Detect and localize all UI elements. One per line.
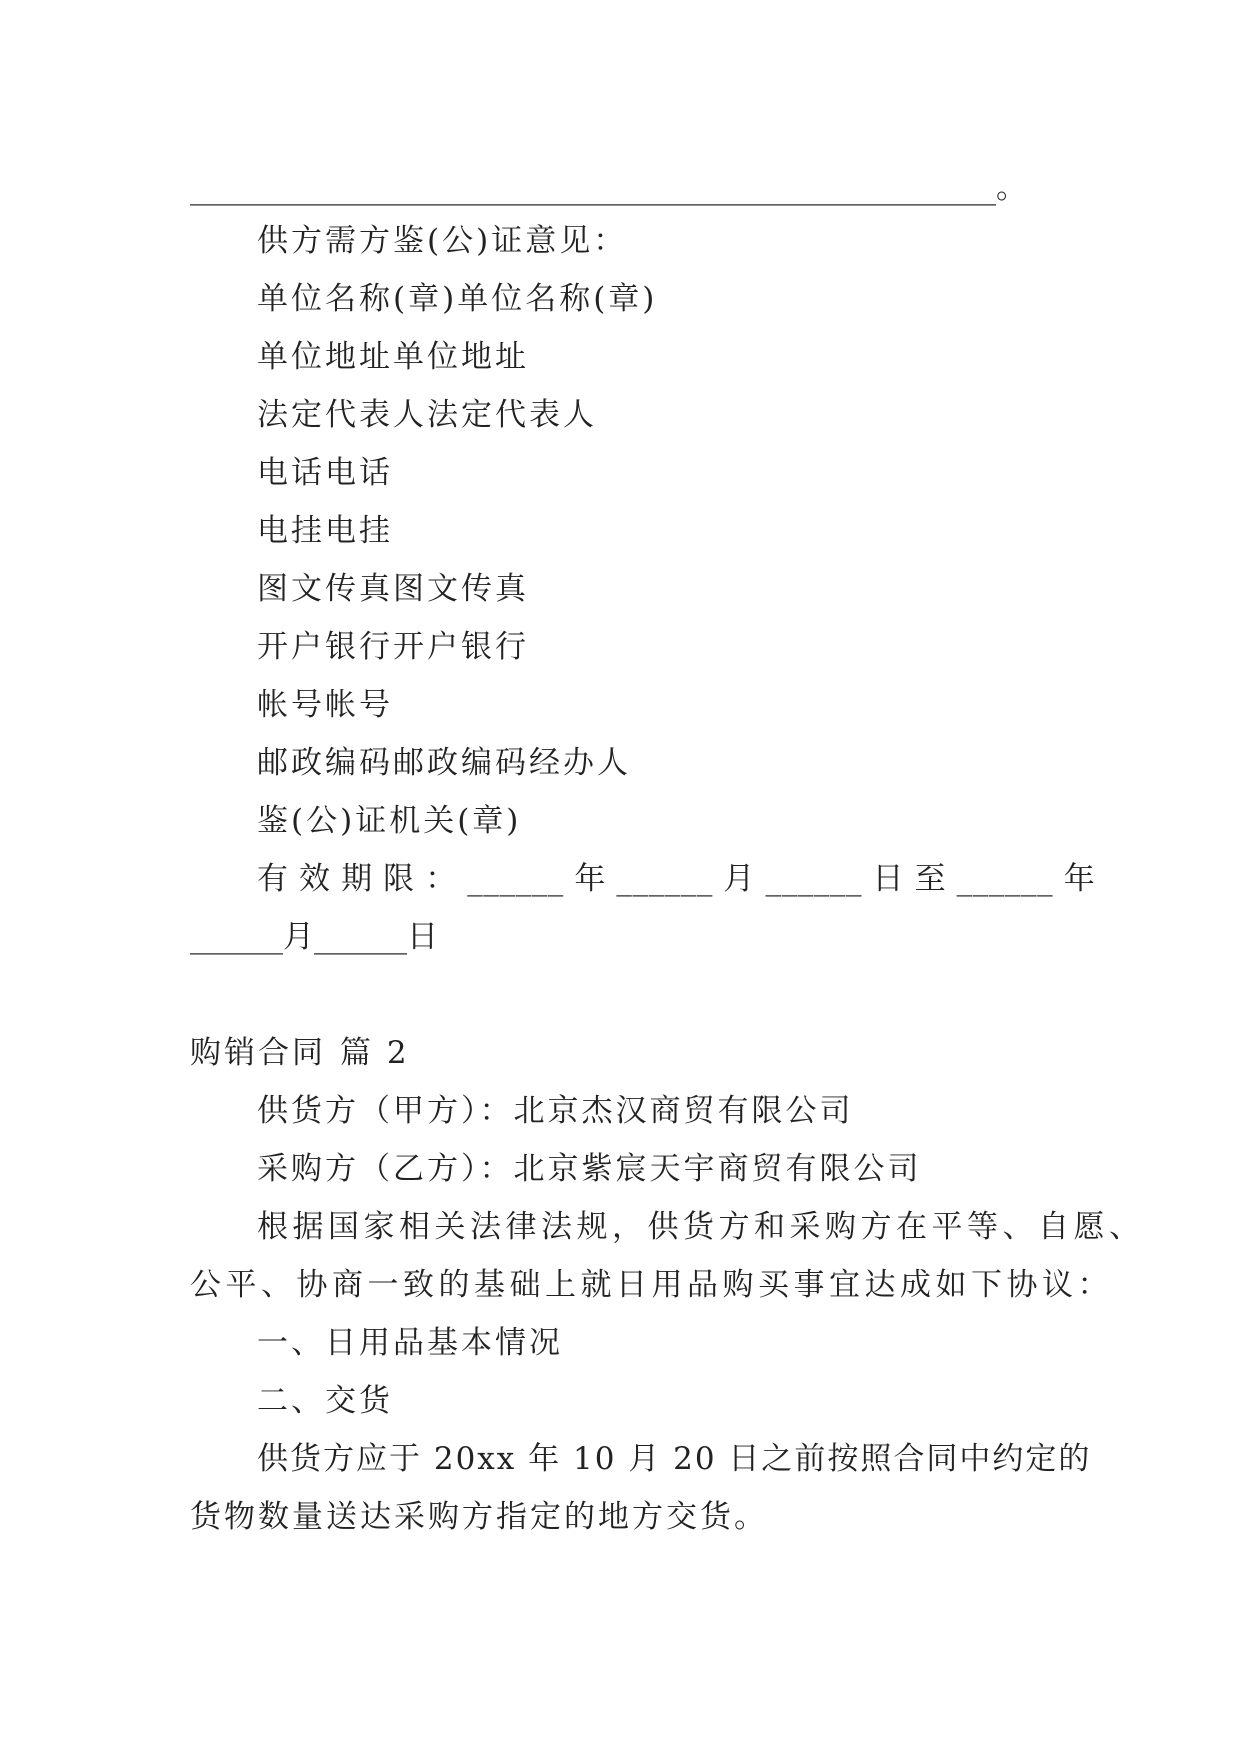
- legal-rep-line: 法定代表人法定代表人: [257, 397, 597, 433]
- unit-address-line: 单位地址单位地址: [257, 339, 529, 375]
- buyer-line: 采购方（乙方）：北京紫宸天宇商贸有限公司: [257, 1151, 922, 1187]
- delivery-line-2: 货物数量送达采购方指定的地方交货。: [190, 1499, 768, 1535]
- section-title: [190, 1033, 410, 1073]
- validity-line-1: 有 效 期 限 ： ______ 年 ______ 月 ______ 日 至 ______ 年: [257, 861, 1096, 897]
- top-fill-line: ____________________________________________________。: [190, 170, 1027, 206]
- intro-line-2: 公平、协商一致的基础上就日用品购买事宜达成如下协议：: [190, 1267, 1113, 1303]
- intro-line-1: 根据国家相关法律法规，供货方和采购方在平等、自愿、: [257, 1209, 1145, 1245]
- notary-line: 鉴(公)证机关(章): [257, 803, 522, 839]
- bank-line: 开户银行开户银行: [257, 629, 529, 665]
- telegraph-line: 电挂电挂: [257, 513, 393, 549]
- account-line: 帐号帐号: [257, 687, 393, 723]
- unit-name-line: 单位名称(章)单位名称(章): [257, 281, 658, 317]
- supplier-line: 供货方（甲方）：北京杰汉商贸有限公司: [257, 1093, 854, 1129]
- opinion-heading: 供方需方鉴(公)证意见：: [257, 223, 628, 259]
- item-1-line: 一、日用品基本情况: [257, 1325, 563, 1361]
- section-title-text: 购销合同: [190, 1035, 326, 1071]
- phone-line: 电话电话: [257, 455, 393, 491]
- fax-line: 图文传真图文传真: [257, 571, 529, 607]
- section-number: 篇 2: [340, 1035, 410, 1071]
- item-2-line: 二、交货: [257, 1383, 393, 1419]
- delivery-line-1: 供货方应于 20xx 年 10 月 20 日之前按照合同中约定的: [257, 1441, 1092, 1477]
- postcode-line: 邮政编码邮政编码经办人: [257, 745, 631, 781]
- validity-line-2: ______月______日: [190, 919, 438, 955]
